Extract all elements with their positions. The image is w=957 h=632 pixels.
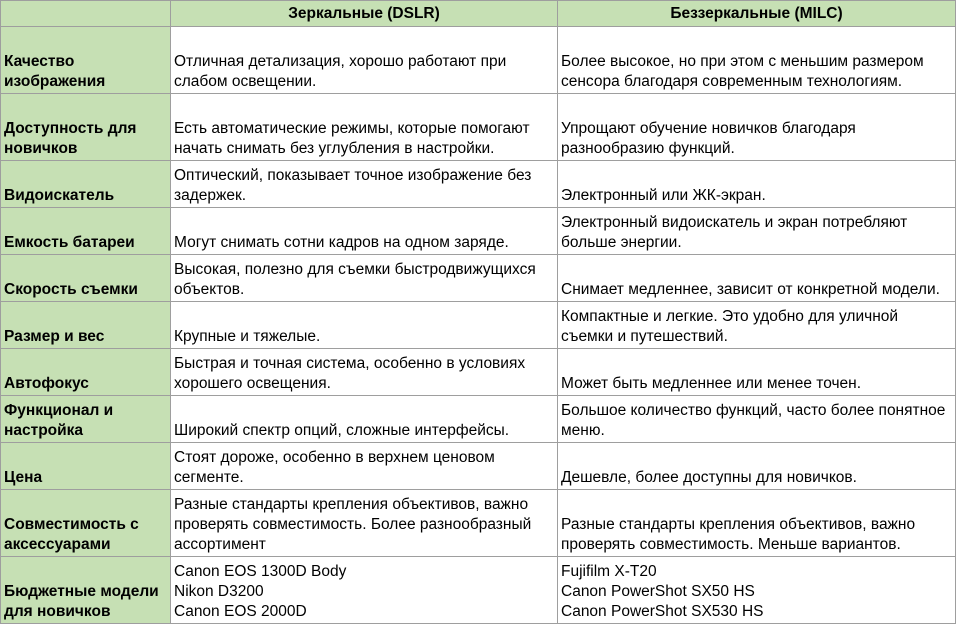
milc-cell: Электронный или ЖК-экран.: [558, 161, 956, 208]
list-item: Canon PowerShot SX50 HS: [561, 583, 755, 600]
table-row: [1, 161, 956, 208]
milc-cell: Компактные и легкие. Это удобно для уличной съемки и путешествий.: [558, 302, 956, 349]
header-corner: [1, 1, 171, 27]
row-label: Емкость батареи: [1, 208, 171, 255]
dslr-cell: [171, 557, 558, 624]
header-dslr: Зеркальные (DSLR): [171, 1, 558, 27]
table-row: [1, 302, 956, 349]
dslr-cell: Быстрая и точная система, особенно в условиях хорошего освещения.: [171, 349, 558, 396]
list-item: Fujifilm X-T20: [561, 563, 657, 580]
row-label: Доступность для новичков: [1, 94, 171, 161]
milc-cell: Дешевле, более доступны для новичков.: [558, 443, 956, 490]
row-label: Автофокус: [1, 349, 171, 396]
milc-cell: Более высокое, но при этом с меньшим размером сенсора благодаря современным технологиям.: [558, 27, 956, 94]
table-row: [1, 255, 956, 302]
table-row: [1, 27, 956, 94]
milc-cell: [558, 557, 956, 624]
milc-cell: Может быть медленнее или менее точен.: [558, 349, 956, 396]
list-item: Canon EOS 2000D: [174, 603, 307, 620]
row-label: Размер и вес: [1, 302, 171, 349]
row-label: Цена: [1, 443, 171, 490]
table-row: [1, 208, 956, 255]
table-row: [1, 396, 956, 443]
list-item: Canon PowerShot SX530 HS: [561, 603, 764, 620]
dslr-cell: Могут снимать сотни кадров на одном заряде.: [171, 208, 558, 255]
milc-cell: Разные стандарты крепления объективов, важно проверять совместимость. Меньше вариантов.: [558, 490, 956, 557]
table-row: [1, 94, 956, 161]
dslr-cell: Крупные и тяжелые.: [171, 302, 558, 349]
dslr-cell: Отличная детализация, хорошо работают при слабом освещении.: [171, 27, 558, 94]
table-row: [1, 349, 956, 396]
list-item: Canon EOS 1300D Body: [174, 563, 347, 580]
row-label: Совместимость с аксессуарами: [1, 490, 171, 557]
milc-cell: Снимает медленнее, зависит от конкретной модели.: [558, 255, 956, 302]
row-label: Качество изображения: [1, 27, 171, 94]
table-row: [1, 443, 956, 490]
list-item: Nikon D3200: [174, 583, 264, 600]
row-label: Функционал и настройка: [1, 396, 171, 443]
dslr-cell: Высокая, полезно для съемки быстродвижущихся объектов.: [171, 255, 558, 302]
dslr-cell: Стоят дороже, особенно в верхнем ценовом сегменте.: [171, 443, 558, 490]
table-row: [1, 490, 956, 557]
dslr-cell: Оптический, показывает точное изображение без задержек.: [171, 161, 558, 208]
dslr-cell: Широкий спектр опций, сложные интерфейсы.: [171, 396, 558, 443]
dslr-cell: Разные стандарты крепления объективов, важно проверять совместимость. Более разнообразный ассортимент: [171, 490, 558, 557]
row-label: Видоискатель: [1, 161, 171, 208]
dslr-cell: Есть автоматические режимы, которые помогают начать снимать без углубления в настройки.: [171, 94, 558, 161]
milc-cell: Электронный видоискатель и экран потребляют больше энергии.: [558, 208, 956, 255]
row-label: Скорость съемки: [1, 255, 171, 302]
milc-cell: Упрощают обучение новичков благодаря разнообразию функций.: [558, 94, 956, 161]
milc-cell: Большое количество функций, часто более понятное меню.: [558, 396, 956, 443]
header-milc: Беззеркальные (MILC): [558, 1, 956, 27]
table-row: [1, 557, 956, 624]
header-row: [1, 1, 956, 27]
row-label: Бюджетные модели для новичков: [1, 557, 171, 624]
